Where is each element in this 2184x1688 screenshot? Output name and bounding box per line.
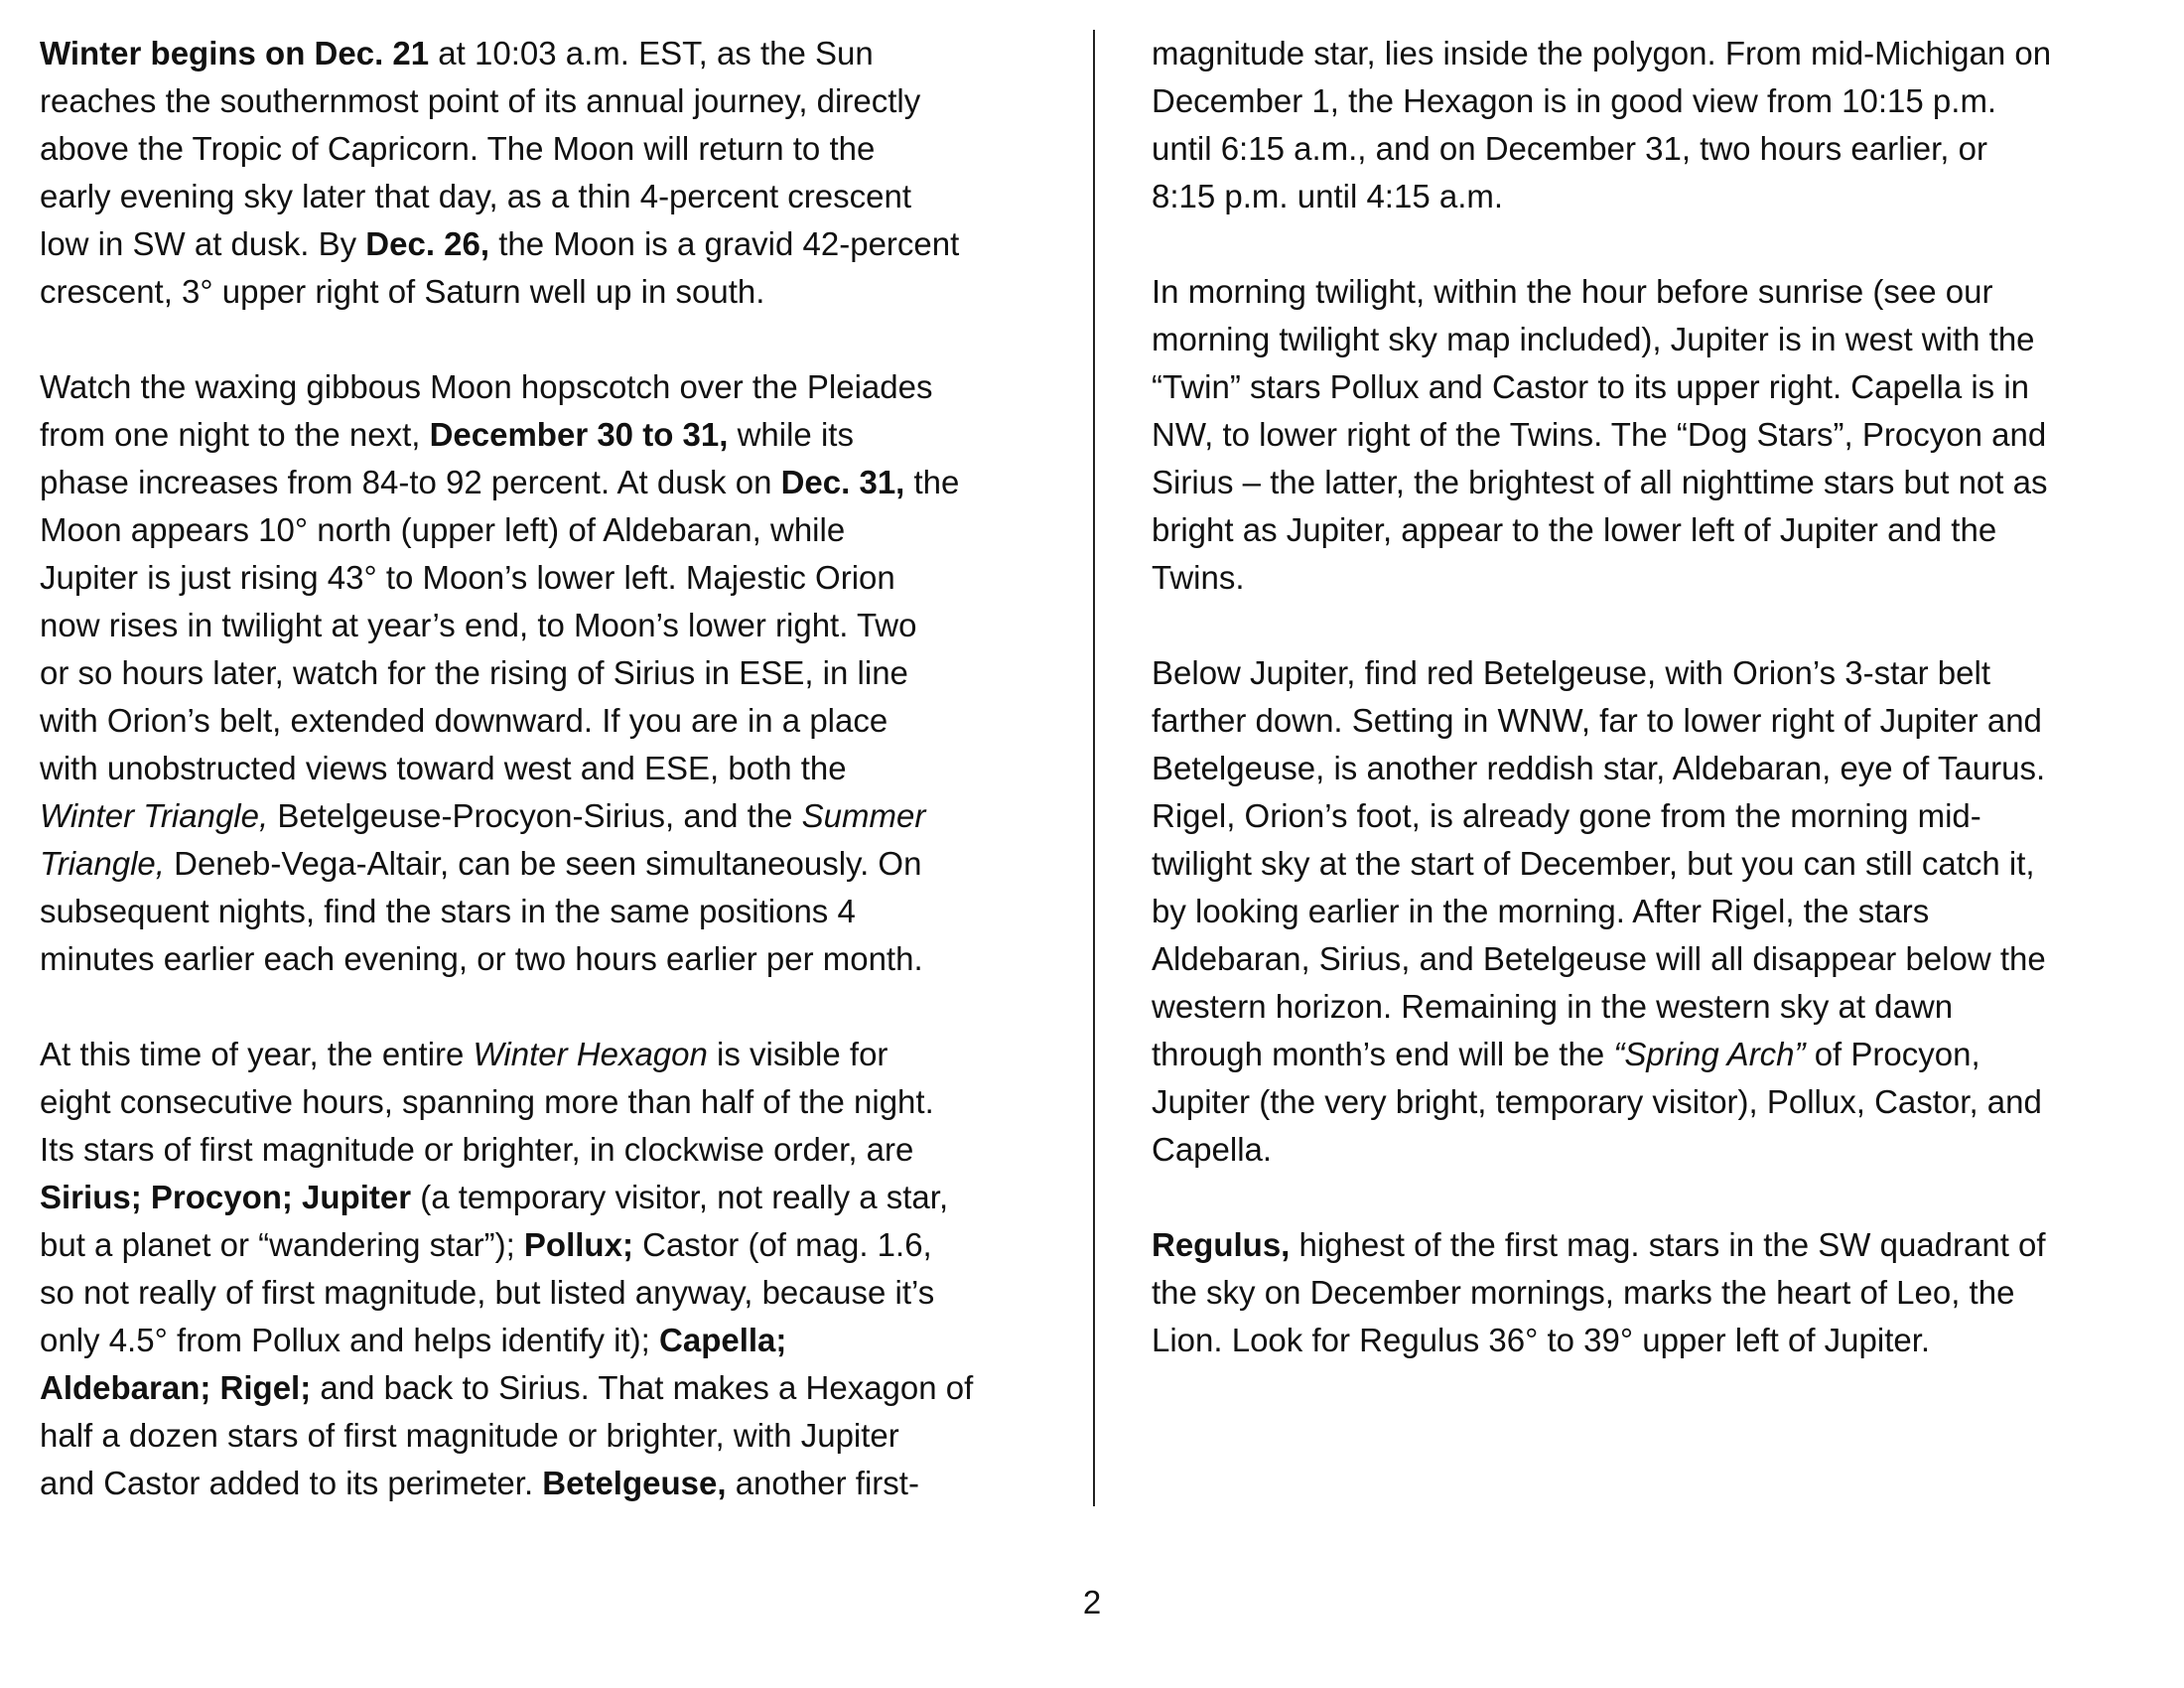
bold-text: Aldebaran; Rigel; (40, 1369, 312, 1406)
column-divider (1093, 30, 1095, 1506)
bold-text: Pollux; (523, 1226, 633, 1263)
text-line: half a dozen stars of first magnitude or brighter, with Jupiter (40, 1417, 899, 1454)
text-line (40, 1460, 1082, 1507)
bold-text: Dec. 31, (780, 464, 905, 500)
text-line (40, 459, 1082, 506)
text-line: bright as Jupiter, appear to the lower left of Jupiter and the (1152, 511, 1997, 548)
text-line: by looking earlier in the morning. After Rigel, the stars (1152, 893, 1930, 929)
paragraph-regulus (1152, 1221, 2174, 1364)
text-run: highest of the first mag. stars in the SW quadrant of (1290, 1226, 2046, 1263)
paragraph-winter-begins (40, 30, 1082, 316)
left-column (40, 30, 1082, 1555)
italic-text: Winter Triangle, (40, 797, 269, 834)
text-line: now rises in twilight at year’s end, to Moon’s lower right. Two (40, 607, 917, 643)
text-run: and Castor added to its perimeter. (40, 1465, 543, 1501)
text-run: is visible for (707, 1036, 888, 1072)
text-line (40, 1174, 1082, 1221)
paragraph-hexagon-continued (1152, 30, 2174, 220)
text-line: Watch the waxing gibbous Moon hopscotch over the Pleiades (40, 368, 933, 405)
text-line: Lion. Look for Regulus 36° to 39° upper left of Jupiter. (1152, 1322, 1931, 1358)
text-run: the Moon is a gravid 42-percent (489, 225, 960, 262)
text-run: At this time of year, the entire (40, 1036, 474, 1072)
text-line: eight consecutive hours, spanning more than half of the night. (40, 1083, 934, 1120)
bold-text: Capella; (659, 1322, 787, 1358)
bold-text: Betelgeuse, (542, 1465, 727, 1501)
text-line: magnitude star, lies inside the polygon. From mid-Michigan on (1152, 35, 2052, 71)
text-line: December 1, the Hexagon is in good view from 10:15 p.m. (1152, 82, 1997, 119)
italic-text: Winter Hexagon (473, 1036, 708, 1072)
text-line: Rigel, Orion’s foot, is already gone from the morning mid- (1152, 797, 1981, 834)
text-run: through month’s end will be the (1152, 1036, 1614, 1072)
text-line: Aldebaran, Sirius, and Betelgeuse will all disappear below the (1152, 940, 2046, 977)
text-line: crescent, 3° upper right of Saturn well up in south. (40, 273, 765, 310)
text-line: In morning twilight, within the hour before sunrise (see our (1152, 273, 1993, 310)
text-line: Jupiter (the very bright, temporary visitor), Pollux, Castor, and (1152, 1083, 2042, 1120)
text-line: reaches the southernmost point of its annual journey, directly (40, 82, 921, 119)
italic-text: Triangle, (40, 845, 165, 882)
paragraph-moon-pleiades (40, 363, 1082, 983)
right-column (1152, 30, 2174, 1412)
text-line: minutes earlier each evening, or two hours earlier per month. (40, 940, 923, 977)
text-line: Twins. (1152, 559, 1245, 596)
text-line: with Orion’s belt, extended downward. If you are in a place (40, 702, 888, 739)
text-run: while its (728, 416, 854, 453)
text-run: another first- (726, 1465, 919, 1501)
text-line: twilight sky at the start of December, but you can still catch it, (1152, 845, 2035, 882)
text-run: of Procyon, (1805, 1036, 1980, 1072)
text-run: and back to Sirius. That makes a Hexagon of (311, 1369, 974, 1406)
text-line: early evening sky later that day, as a thin 4-percent crescent (40, 178, 912, 214)
text-line: the sky on December mornings, marks the heart of Leo, the (1152, 1274, 2015, 1311)
bold-text: Winter begins on Dec. 21 (40, 35, 430, 71)
page-number: 2 (1082, 1584, 1102, 1620)
text-line: morning twilight sky map included), Jupiter is in west with the (1152, 321, 2035, 357)
text-line (40, 840, 1082, 888)
text-line: “Twin” stars Pollux and Castor to its upper right. Capella is in (1152, 368, 2030, 405)
text-line: or so hours later, watch for the rising of Sirius in ESE, in line (40, 654, 908, 691)
text-line: with unobstructed views toward west and ESE, both the (40, 750, 847, 786)
text-line: Below Jupiter, find red Betelgeuse, with Orion’s 3-star belt (1152, 654, 1990, 691)
text-line: western horizon. Remaining in the western sky at dawn (1152, 988, 1954, 1025)
bold-text: Sirius; Procyon; Jupiter (40, 1179, 412, 1215)
text-run: low in SW at dusk. By (40, 225, 366, 262)
paragraph-below-jupiter (1152, 649, 2174, 1174)
text-line: Jupiter is just rising 43° to Moon’s lower left. Majestic Orion (40, 559, 895, 596)
text-line: NW, to lower right of the Twins. The “Dog Stars”, Procyon and (1152, 416, 2047, 453)
text-run: Deneb-Vega-Altair, can be seen simultaneously. On (164, 845, 922, 882)
text-line (40, 411, 1082, 459)
text-run: phase increases from 84-to 92 percent. At dusk on (40, 464, 781, 500)
text-line: Moon appears 10° north (upper left) of Aldebaran, while (40, 511, 846, 548)
text-line: above the Tropic of Capricorn. The Moon will return to the (40, 130, 876, 167)
text-line (40, 1031, 1082, 1078)
text-run: at 10:03 a.m. EST, as the Sun (429, 35, 874, 71)
text-line (40, 30, 1082, 77)
text-run: only 4.5° from Pollux and helps identify it); (40, 1322, 660, 1358)
italic-text: “Spring Arch” (1613, 1036, 1806, 1072)
text-line (1152, 1031, 2174, 1078)
paragraph-morning-twilight (1152, 268, 2174, 602)
text-run: but a planet or “wandering star”); (40, 1226, 524, 1263)
text-line: so not really of first magnitude, but listed anyway, because it’s (40, 1274, 935, 1311)
text-line (40, 1364, 1082, 1412)
text-line (40, 1221, 1082, 1269)
text-line: farther down. Setting in WNW, far to lower right of Jupiter and (1152, 702, 2042, 739)
bold-text: December 30 to 31, (429, 416, 729, 453)
text-line: Betelgeuse, is another reddish star, Aldebaran, eye of Taurus. (1152, 750, 2046, 786)
text-line: Sirius – the latter, the brightest of all nighttime stars but not as (1152, 464, 2048, 500)
paragraph-winter-hexagon (40, 1031, 1082, 1507)
text-run: Castor (of mag. 1.6, (632, 1226, 932, 1263)
text-run: Betelgeuse-Procyon-Sirius, and the (268, 797, 802, 834)
text-line (1152, 1221, 2174, 1269)
text-line: Capella. (1152, 1131, 1273, 1168)
text-line (40, 792, 1082, 840)
text-line: 8:15 p.m. until 4:15 a.m. (1152, 178, 1504, 214)
text-run: the (904, 464, 960, 500)
text-run: from one night to the next, (40, 416, 430, 453)
text-line: subsequent nights, find the stars in the same positions 4 (40, 893, 856, 929)
text-line: Its stars of first magnitude or brighter, in clockwise order, are (40, 1131, 914, 1168)
text-line (40, 1317, 1082, 1364)
italic-text: Summer (801, 797, 926, 834)
text-line: until 6:15 a.m., and on December 31, two hours earlier, or (1152, 130, 1987, 167)
text-line (40, 220, 1082, 268)
bold-text: Regulus, (1152, 1226, 1291, 1263)
text-run: (a temporary visitor, not really a star, (411, 1179, 949, 1215)
bold-text: Dec. 26, (365, 225, 490, 262)
